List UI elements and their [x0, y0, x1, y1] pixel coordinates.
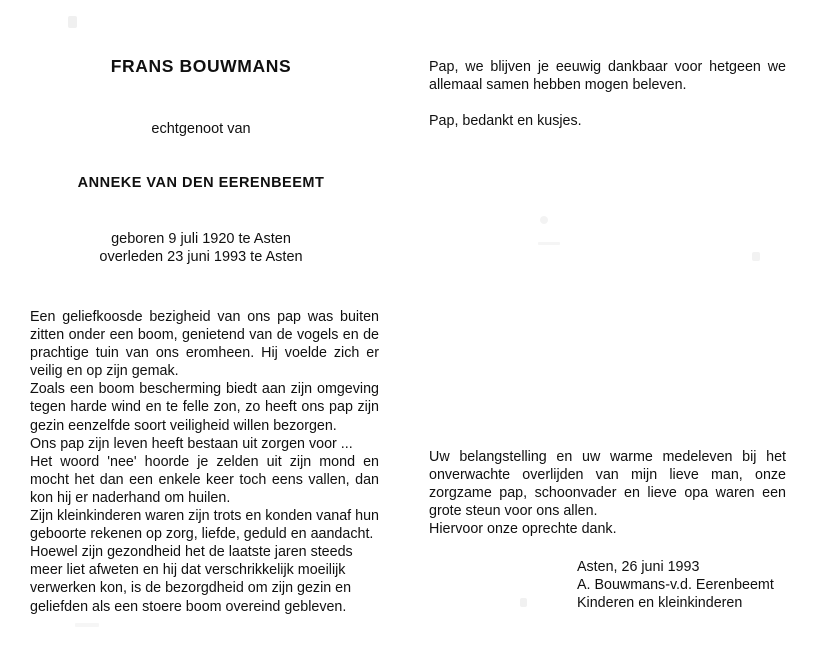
scan-artifact-speck [520, 598, 527, 607]
scan-artifact-speck [540, 216, 548, 224]
tribute-text-block [30, 308, 379, 616]
scan-artifact-speck [68, 16, 77, 28]
tribute-paragraph-4: Het woord 'nee' hoorde je zelden uit zijn mond en mocht het dan een enkele keer toch eens vallen, dan kon hij er naderhand om huilen. [30, 453, 379, 506]
farewell-paragraph-1: Pap, we blijven je eeuwig dankbaar voor hetgeen we allemaal samen hebben mogen beleven. [429, 59, 786, 94]
scan-artifact-speck [538, 242, 560, 245]
scan-artifact-speck [75, 623, 99, 627]
thanks-paragraph-1: Uw belangstelling en uw warme medeleven bij het onverwachte overlijden van mijn lieve man, onze zorgzame pap, schoonvader en lieve opa waren een grote steun voor ons allen. [429, 449, 786, 520]
farewell-paragraph-2: Pap, bedankt en kusjes. [429, 113, 582, 130]
death-line: overleden 23 juni 1993 te Asten [99, 249, 303, 265]
thanks-paragraph-2: Hiervoor onze oprechte dank. [429, 521, 617, 538]
signature-block [577, 558, 807, 612]
scan-artifact-speck [752, 252, 760, 261]
thanks-message-block [429, 448, 786, 538]
relation-label: echtgenoot van [151, 121, 251, 137]
tribute-paragraph-1: Een geliefkoosde bezigheid van ons pap was buiten zitten onder een boom, genietend van de vogels en de prachtige tuin van ons eromheen. Hij voelde zich er veilig en op zijn gemak. [30, 309, 379, 380]
tribute-paragraph-2: Zoals een boom bescherming biedt aan zijn omgeving tegen harde wind en te felle zon, zo heeft ons pap zijn gezin eenzelfde soort veiligheid willen bezorgen. [30, 381, 379, 434]
life-dates [0, 192, 402, 266]
identity-block [0, 56, 402, 266]
tribute-paragraph-3: Ons pap zijn leven heeft bestaan uit zorgen voor ... [30, 435, 353, 452]
tribute-paragraph-6: Hoewel zijn gezondheid het de laatste jaren steeds meer liet afweten en hij dat verschrikkelijk moeilijk verwerken kon, is de bezorgdheid om zijn gezin en geliefden als een stoere boom overeind gebleven. [30, 544, 353, 615]
spouse-name: ANNEKE VAN DEN EERENBEEMT [77, 175, 325, 191]
signature-family: Kinderen en kleinkinderen [577, 595, 743, 612]
farewell-message-block [429, 58, 786, 130]
deceased-name: FRANS BOUWMANS [110, 56, 292, 76]
tribute-paragraph-5: Zijn kleinkinderen waren zijn trots en konden vanaf hun geboorte rekenen op zorg, liefde, geduld en aandacht. [30, 508, 379, 543]
signature-place-date: Asten, 26 juni 1993 [577, 559, 700, 575]
birth-line: geboren 9 juli 1920 te Asten [111, 231, 291, 247]
signature-signer: A. Bouwmans-v.d. Eerenbeemt [577, 577, 774, 594]
